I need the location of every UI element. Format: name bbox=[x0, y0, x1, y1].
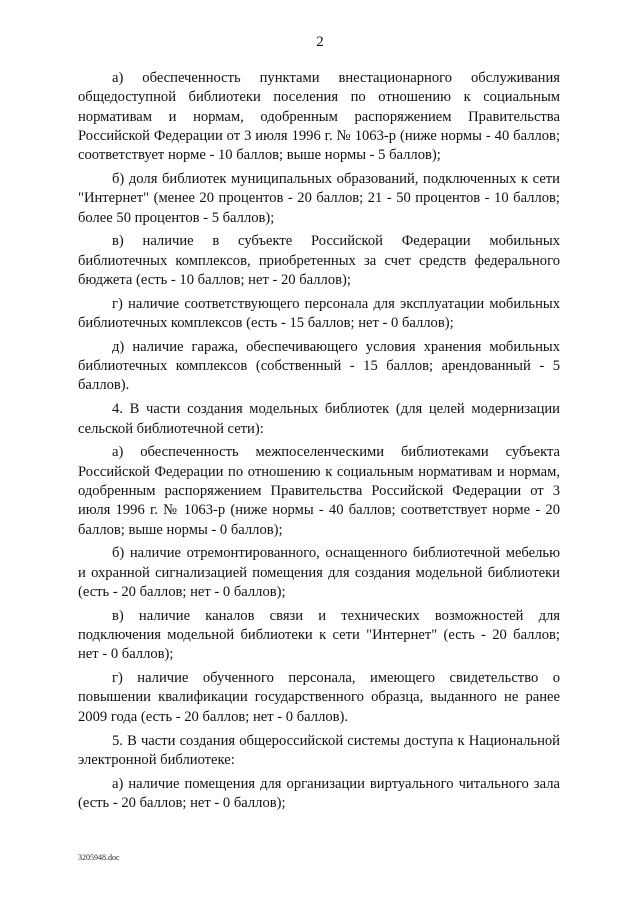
paragraph-3g: г) наличие соответствующего персонала для эксплуатации мобильных библиотечных комплексов (есть - 15 баллов; нет - 0 баллов); bbox=[78, 295, 560, 332]
paragraph-4v: в) наличие каналов связи и технических возможностей для подключения модельной библиотеки к сети "Интернет" (есть - 20 баллов; нет - 0 баллов); bbox=[78, 607, 560, 663]
paragraph-3a: а) обеспеченность пунктами внестационарного обслуживания общедоступной библиотеки поселения по отношению к социальным нормативам и нормам, одобренным распоряжением Правительства Российской Федерации от 3 июля 1996 г. № 1063-р (ниже нормы - 40 баллов; соответствует норме - 10 баллов; выше нормы - 5 баллов); bbox=[78, 70, 560, 164]
paragraph-4a: а) обеспеченность межпоселенческими библиотеками субъекта Российской Федерации по отношению к социальным нормативам и нормам, одобренным распоряжением Правительства Российской Федерации от 3 июля 1996 г. № 1063-р (ниже нормы - 40 баллов; соответствует норме - 20 баллов; выше нормы - 0 баллов); bbox=[78, 444, 560, 538]
section-4-heading: 4. В части создания модельных библиотек (для целей модернизации сельской библиотечной сети): bbox=[78, 401, 560, 437]
document-body bbox=[78, 69, 560, 818]
paragraph-4g: г) наличие обученного персонала, имеющего свидетельство о повышении квалификации государственного образца, выданного не ранее 2009 года (есть - 20 баллов; нет - 0 баллов). bbox=[78, 670, 560, 725]
document-filename: 3205948.doc bbox=[78, 853, 120, 862]
paragraph-5a: а) наличие помещения для организации виртуального читального зала (есть - 20 баллов; нет - 0 баллов); bbox=[78, 775, 560, 811]
page-number: 2 bbox=[316, 34, 324, 50]
paragraph-4b: б) наличие отремонтированного, оснащенного библиотечной мебелью и охранной сигнализацией помещения для создания модельной библиотеки (есть - 20 баллов; нет - 0 баллов); bbox=[78, 545, 560, 600]
section-5-heading: 5. В части создания общероссийской системы доступа к Национальной электронной библиотеке: bbox=[78, 732, 560, 768]
paragraph-3d: д) наличие гаража, обеспечивающего условия хранения мобильных библиотечных комплексов (собственный - 15 баллов; арендованный - 5 баллов). bbox=[78, 338, 560, 394]
paragraph-3b: б) доля библиотек муниципальных образований, подключенных к сети "Интернет" (менее 20 процентов - 20 баллов; 21 - 50 процентов - 10 баллов; более 50 процентов - 5 баллов); bbox=[78, 170, 560, 226]
paragraph-3v: в) наличие в субъекте Российской Федерации мобильных библиотечных комплексов, приобретенных за счет средств федерального бюджета (есть - 10 баллов; нет - 20 баллов); bbox=[78, 233, 560, 288]
